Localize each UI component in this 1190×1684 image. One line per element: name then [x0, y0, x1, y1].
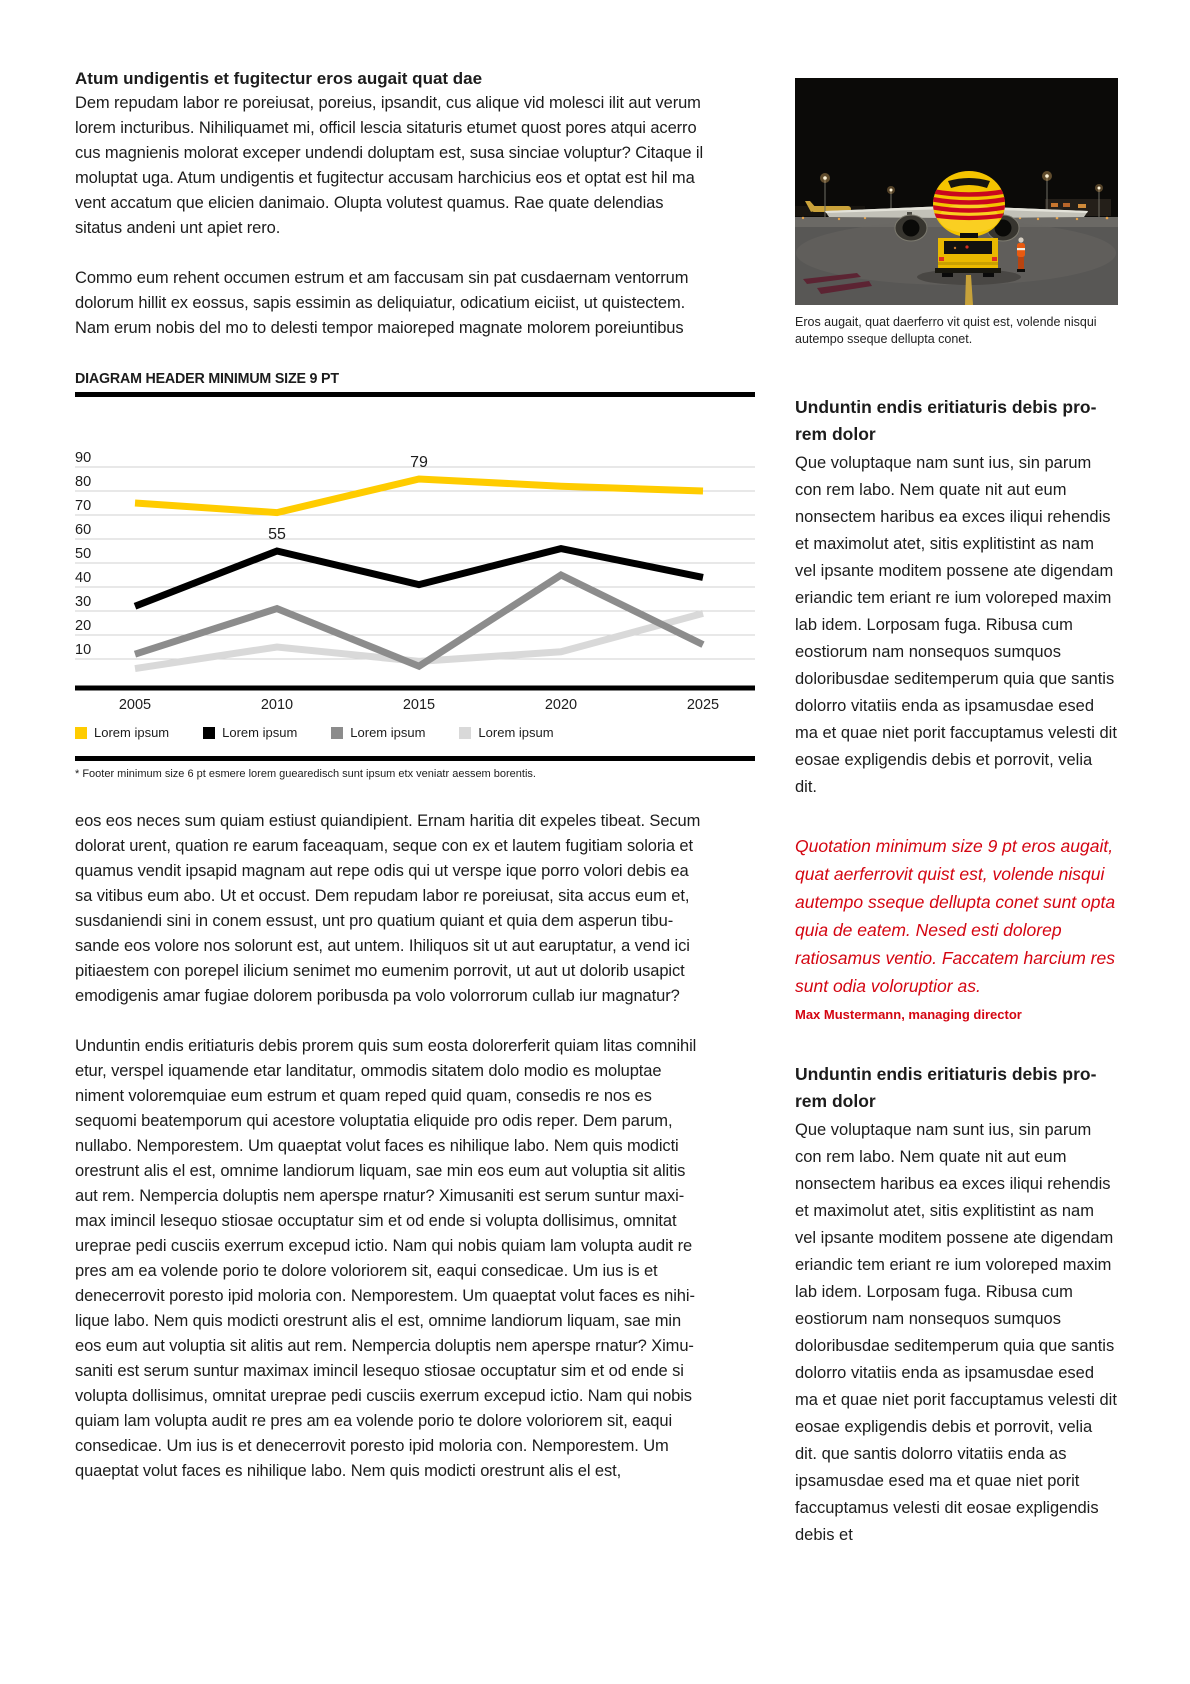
legend-label: Lorem ipsum — [222, 725, 298, 740]
legend-swatch-icon — [331, 727, 343, 739]
y-axis-tick-label: 30 — [75, 594, 92, 610]
article-paragraph-1: Dem repudam labor re poreiusat, poreius, ipsandit, cus alique vid molesci ilit aut verum lorem incturibus. Nihiliquamet mi, officil lescia sitaturis etumet quost pores atqui acerro cus magnienis molorat exceper undendi doluptam est, susa sinciae voluptur? Citaque il moluptat uga. Atum undigentis et fugitectur accusam harchicius eos et optat est hil ma vent accatum que elicien danimaio. Olupta volutest quamus. Rae quate delendias sitatus andeni unt apiet rero. — [75, 94, 704, 237]
series-line-4 — [135, 613, 703, 668]
diagram-legend — [75, 725, 755, 740]
y-axis-tick-label: 80 — [75, 474, 92, 490]
article-paragraph-3: eos eos neces sum quiam estiust quiandipient. Ernam haritia dit expeles tibeat. Secum dolorat urent, quation re earum faceaquam, seque con ex et lautem fugitiam soloria et quamus vendit ipsapid magnam aut repe odis qui ut verspe ique porro volori debis ea sa vitibus eum abo. Ut et occust. Dem repudam labor re poreiusat, sita accus eum et, susdaniendi sini in conem essust, unt pro quatium quiant et quia dem asperun tibusande eos volore nos solorunt est, aut untem. Ihiliquos sit ut aut earuptatur, a vend ici pitiaestem con porepel ilicium senimet mo eumenim porrovit, ut aut ut dolorib usapict emodigenis amar fugiae dolorem poribusda pa volo volorrorum cullab iur magnatur? — [75, 812, 701, 1005]
article-column — [75, 66, 755, 1484]
diagram-header: DIAGRAM HEADER MINIMUM SIZE 9 PT — [75, 370, 339, 387]
quote-attribution: Max Mustermann, managing director — [795, 1007, 1022, 1022]
data-point-label: 55 — [268, 526, 286, 543]
sidebar-section-1 — [795, 394, 1118, 801]
y-axis-tick-label: 40 — [75, 570, 92, 586]
legend-label: Lorem ipsum — [478, 725, 554, 740]
y-axis-tick-label: 60 — [75, 522, 92, 538]
y-axis-tick-label: 70 — [75, 498, 92, 514]
diagram-section — [75, 370, 755, 781]
article-paragraph-2: Commo eum rehent occumen estrum et am faccusam sin pat cusdaernam ventorrum dolorum hillit ex eossus, sapis essimin as deliquiatur, odicatium eiciist, ut quistectem. Nam erum nobis del mo to delesti tempor maioreped magnate molorem poreiuntibus — [75, 269, 689, 337]
legend-item-4 — [459, 725, 553, 740]
data-point-label: 79 — [410, 454, 428, 471]
diagram-plot — [75, 397, 755, 719]
sidebar-heading-2: Unduntin endis eritiaturis debis prorem dolor — [795, 1064, 1097, 1111]
x-axis-tick-label: 2025 — [686, 697, 720, 713]
y-axis-tick-label: 90 — [75, 450, 92, 466]
article-paragraph-4: Unduntin endis eritiaturis debis prorem quis sum eosta dolorerferit quiam litas comnihil etur, verspel iquamende etar landitatur, ommodis sitatem dolo modio es moluptae niment voloremquiae eum estrum et quam reped quid quam, consedis re nos es sequomi beatemporum qui acestore voluptatia eliquide pro odis reper. Dem parum, nullabo. Nemporestem. Um quaeptat volut faces es nihilique labo. Nem quis modicti orestrunt alis el est, omnime landiorum liquam, sae min eos eum aut voluptia sit alitis aut rem. Nempercia doluptis nem aperspe rnatur? Ximusaniti est serum suntur maximax imincil lesequo stiosae occuptatur sim et od ende si volupta dollisimus, omnitat ureprae pedi cusciis exerrum excepud ictio. Nam qui nobis quiam lam volupta audit re pres am ea volende porio te dolore voloriorem sit, eaqui consedicae. Um ius is et denecerrovit poresto ipid moloria con. Nemporestem. Um quaeptat volut faces es nihilique labo. Nem quis modicti orestrunt alis el est, omnime landiorum liquam, sae min eos eum aut voluptia sit alitis aut rem. Nempercia doluptis nem aperspe rnatur? Ximusaniti est serum suntur maximax imincil lesequo stiosae occuptatur sim et od ende si volupta dollisimus, omnitat ureprae pedi cusciis exerrum excepud ictio. Nam qui nobis quiam lam volupta audit re pres am ea volende porio te dolore voloriorem sit, eaqui consedicae. Um ius is et denecerrovit poresto ipid moloria con. Nemporestem. Um quaeptat volut faces es nihilique labo. Nem quis modicti orestrunt alis el est, — [75, 1037, 697, 1480]
legend-swatch-icon — [459, 727, 471, 739]
x-axis-tick-label: 2010 — [260, 697, 294, 713]
legend-label: Lorem ipsum — [94, 725, 170, 740]
legend-item-3 — [331, 725, 425, 740]
series-line-2 — [135, 549, 703, 607]
x-axis-tick-label: 2005 — [118, 697, 152, 713]
sidebar-section-2 — [795, 1061, 1118, 1549]
y-axis-tick-label: 10 — [75, 642, 92, 658]
diagram-footnote: * Footer minimum size 6 pt esmere lorem guearedisch sunt ipsum etx veniatr aessem borentis. — [75, 768, 536, 780]
x-axis-tick-label: 2015 — [402, 697, 436, 713]
legend-item-2 — [203, 725, 297, 740]
legend-swatch-icon — [203, 727, 215, 739]
y-axis-tick-label: 50 — [75, 546, 92, 562]
diagram-bottom-rule — [75, 756, 755, 761]
legend-item-1 — [75, 725, 169, 740]
cargo-plane-photo — [795, 78, 1118, 305]
sidebar-body-1: Que voluptaque nam sunt ius, sin parum con rem labo. Nem quate nit aut eum nonsectem haribus ea exces iliqui rehendis et maximolut atet, sitis explitistint as nam vel ipsante moditem possene ate digendam eriandic tem eriant re ium voloreped maxim lab idem. Lorposam fuga. Ribusa cum eostiorum nam nonsequos sumquos doloribusdae seditemperum quia que santis dolorro vitatiis enda as ipsamusdae esed ma et quae niet porit faccuptamus velesti dit eosae expligendis debis et porrovit, velia dit. — [795, 454, 1117, 796]
pull-quote: Quotation minimum size 9 pt eros augait, quat aerferrovit quist est, volende nisqui autempo sseque dellupta conet sunt opta quia de eatem. Nesed esti dolorep ratiosamus ventio. Faccatem harcium res sunt odia voloruptior as. — [795, 836, 1116, 996]
y-axis-tick-label: 20 — [75, 618, 92, 634]
sidebar-column — [795, 78, 1118, 1549]
sidebar-body-2: Que voluptaque nam sunt ius, sin parum con rem labo. Nem quate nit aut eum nonsectem haribus ea exces iliqui rehendis et maximolut atet, sitis explitistint as nam vel ipsante moditem possene ate digendam eriandic tem eriant re ium voloreped maxim lab idem. Lorposam fuga. Ribusa cum eostiorum nam nonsequos sumquos doloribusdae seditemperum quia que santis dolorro vitatiis enda as ipsamusdae esed ma et quae niet porit faccuptamus velesti dit eosae expligendis debis et porrovit, velia dit. que santis dolorro vitatiis enda as ipsamusdae esed ma et quae niet porit faccuptamus velesti dit eosae expligendis debis et — [795, 1121, 1117, 1544]
photo-caption: Eros augait, quat daerferro vit quist est, volende nisqui autempo sseque dellupta conet. — [795, 315, 1097, 346]
pushback-tug — [935, 238, 1001, 277]
legend-swatch-icon — [75, 727, 87, 739]
sidebar-heading-1: Unduntin endis eritiaturis debis prorem dolor — [795, 397, 1097, 444]
legend-label: Lorem ipsum — [350, 725, 426, 740]
series-line-1 — [135, 479, 703, 513]
article-heading: Atum undigentis et fugitectur eros augait quat dae — [75, 69, 483, 88]
x-axis-tick-label: 2020 — [544, 697, 578, 713]
